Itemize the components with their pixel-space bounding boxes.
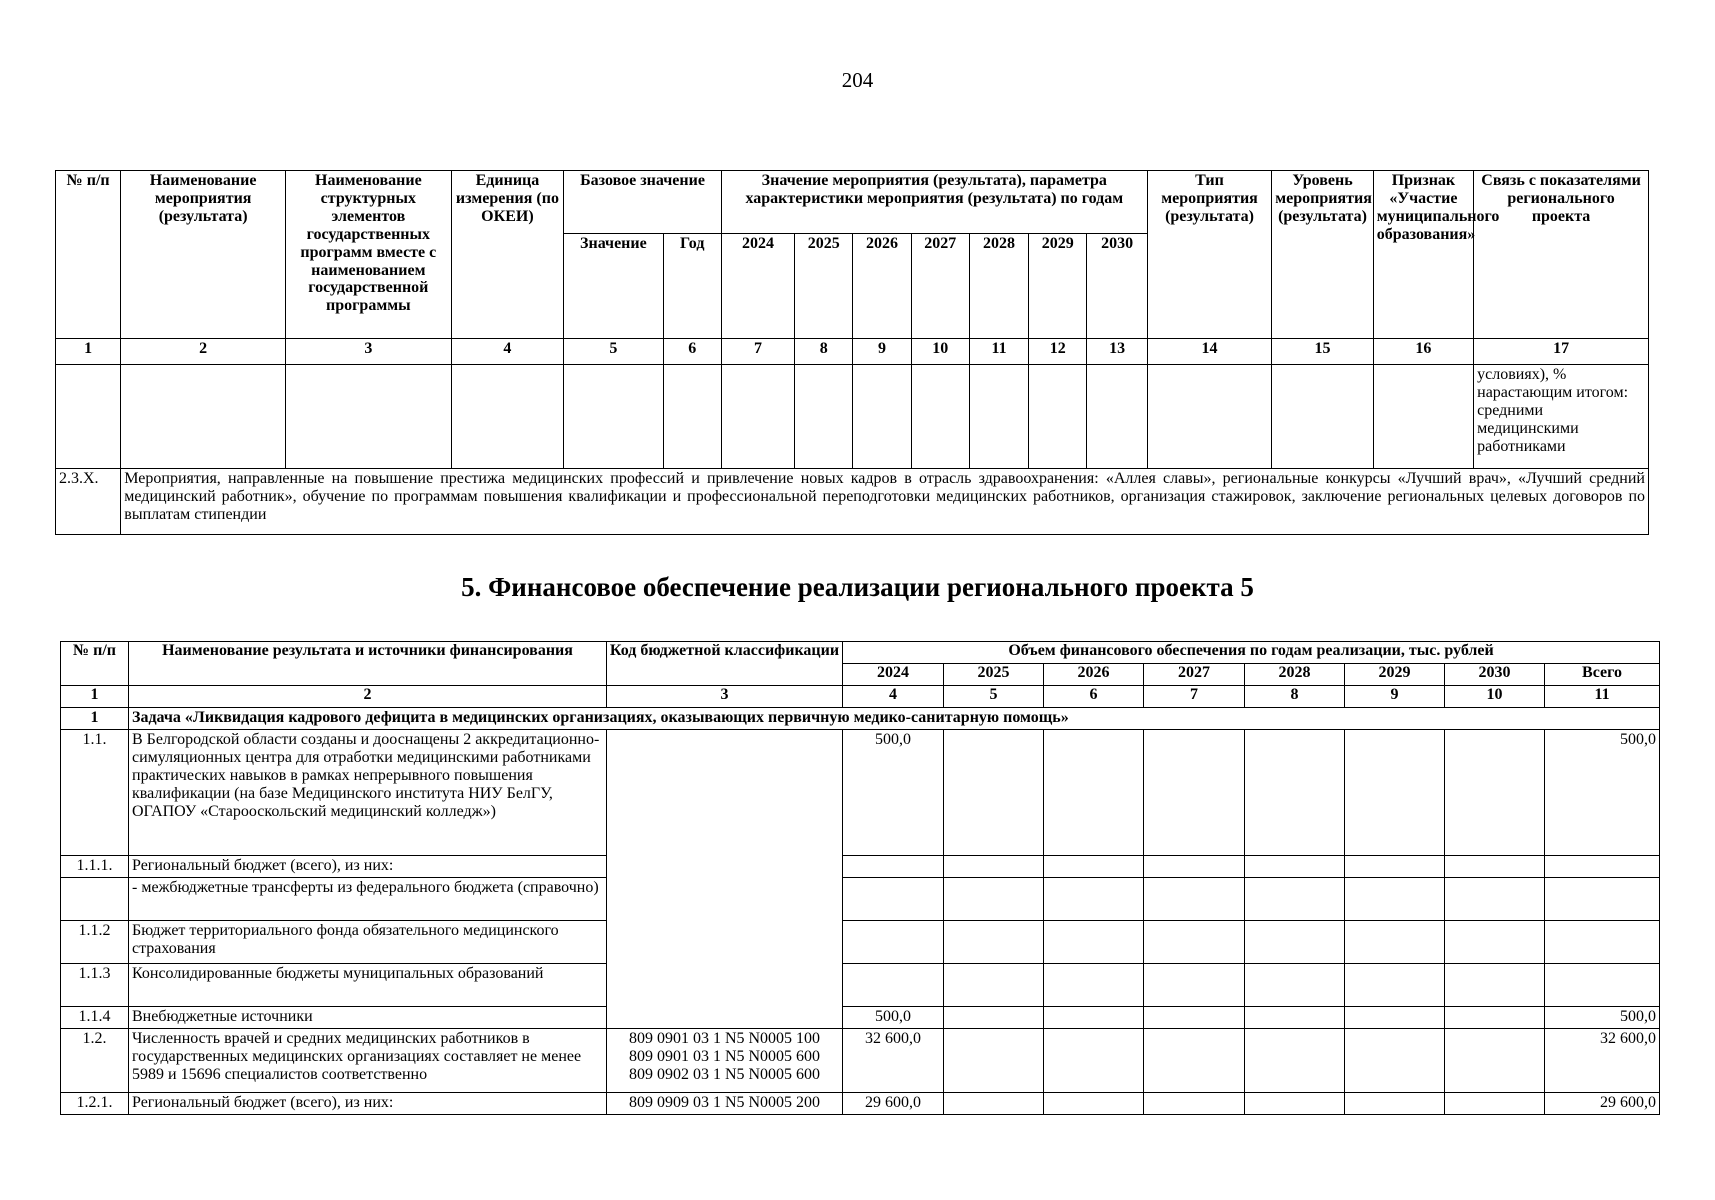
indicators-table	[55, 170, 1649, 535]
value-2024: 500,0	[843, 1007, 944, 1029]
value-total	[1545, 878, 1660, 921]
row-number: 1.1.1.	[61, 856, 129, 878]
column-number: 13	[1087, 339, 1147, 365]
value-2024	[843, 921, 944, 964]
value-2024: 29 600,0	[843, 1093, 944, 1115]
value-total: 32 600,0	[1545, 1029, 1660, 1093]
header-elements: Наименование структурных элементов государственных программ вместе с наименованием государственной программы	[285, 171, 451, 339]
header-year: 2024	[721, 234, 794, 339]
column-number: 10	[911, 339, 969, 365]
empty-cell	[1272, 365, 1373, 469]
column-number: 11	[1545, 686, 1660, 708]
row-number: 1.2.	[61, 1029, 129, 1093]
column-number: 6	[1044, 686, 1144, 708]
header-year: 2030	[1445, 664, 1545, 686]
header-year: 2027	[1144, 664, 1245, 686]
column-number: 3	[607, 686, 843, 708]
header-year: 2030	[1087, 234, 1147, 339]
header-year: 2029	[1345, 664, 1445, 686]
header-municipal: Признак «Участие муниципального образования»	[1373, 171, 1473, 339]
value-total: 29 600,0	[1545, 1093, 1660, 1115]
row-name: Консолидированные бюджеты муниципальных образований	[129, 964, 607, 1007]
row-number: 1.1.4	[61, 1007, 129, 1029]
header-unit: Единица измерения (по ОКЕИ)	[451, 171, 563, 339]
empty-cell	[1029, 365, 1087, 469]
header-name: Наименование результата и источники финансирования	[129, 642, 607, 686]
task-number: 1	[61, 708, 129, 730]
column-number: 3	[285, 339, 451, 365]
row-measures-text: Мероприятия, направленные на повышение престижа медицинских профессий и привлечение новых кадров в отрасль здравоохранения: «Аллея славы», региональные конкурсы «Лучший врач», «Лучший средний медицинский работник», обучение по программам повышения квалификации и профессиональной переподготовки медицинских работников, организация стажировок, заключение региональных целевых договоров по выплатам стипендии	[121, 469, 1649, 535]
header-base: Базовое значение	[564, 171, 722, 234]
column-number: 10	[1445, 686, 1545, 708]
header-year: 2025	[795, 234, 853, 339]
value-total	[1545, 921, 1660, 964]
header-year: 2024	[843, 664, 944, 686]
header-year: 2028	[969, 234, 1028, 339]
column-number: 7	[1144, 686, 1245, 708]
column-number: 16	[1373, 339, 1473, 365]
empty-cell	[911, 365, 969, 469]
header-name: Наименование мероприятия (результата)	[121, 171, 286, 339]
row-name: Региональный бюджет (всего), из них:	[129, 1093, 607, 1115]
column-number: 4	[843, 686, 944, 708]
value-2024	[843, 964, 944, 1007]
column-number: 11	[969, 339, 1028, 365]
empty-cell	[853, 365, 911, 469]
column-number: 5	[944, 686, 1044, 708]
row-number: 1.2.1.	[61, 1093, 129, 1115]
value-total: 500,0	[1545, 730, 1660, 856]
empty-cell	[663, 365, 721, 469]
link-continuation-text: условиях), % нарастающим итогом: средними медицинскими работниками	[1474, 365, 1649, 469]
empty-cell	[56, 365, 121, 469]
value-total	[1545, 856, 1660, 878]
column-number: 17	[1474, 339, 1649, 365]
page-number: 204	[841, 68, 874, 92]
header-year: 2028	[1245, 664, 1345, 686]
column-number: 4	[451, 339, 563, 365]
column-number: 2	[121, 339, 286, 365]
code-cell-empty	[607, 730, 843, 1029]
header-year: 2025	[944, 664, 1044, 686]
empty-cell	[795, 365, 853, 469]
row-name: В Белгородской области созданы и дооснащены 2 аккредитационно-симуляционных центра для отработки медицинскими работниками практических навыков в рамках непрерывного повышения квалификации (на базе Медицинского института НИУ БелГУ, ОГАПОУ «Старооскольский медицинский колледж»)	[129, 730, 607, 856]
column-number: 9	[853, 339, 911, 365]
value-2024	[843, 856, 944, 878]
column-number: 6	[663, 339, 721, 365]
header-base-value: Значение	[564, 234, 663, 339]
row-name: - межбюджетные трансферты из федерального бюджета (справочно)	[129, 878, 607, 921]
budget-code: 809 0909 03 1 N5 N0005 200	[607, 1093, 843, 1115]
value-total: 500,0	[1545, 1007, 1660, 1029]
section-title: 5. Финансовое обеспечение реализации регионального проекта 5	[461, 572, 1254, 602]
row-number: 1.1.2	[61, 921, 129, 964]
column-number: 12	[1029, 339, 1087, 365]
row-name: Численность врачей и средних медицинских работников в государственных медицинских организациях составляет не менее 5989 и 15696 специалистов соответственно	[129, 1029, 607, 1093]
header-num: № п/п	[56, 171, 121, 339]
header-base-year: Год	[663, 234, 721, 339]
empty-cell	[721, 365, 794, 469]
column-number: 15	[1272, 339, 1373, 365]
empty-cell	[1147, 365, 1272, 469]
column-number: 14	[1147, 339, 1272, 365]
header-link: Связь с показателями регионального проекта	[1474, 171, 1649, 339]
value-2024: 32 600,0	[843, 1029, 944, 1093]
task-title: Задача «Ликвидация кадрового дефицита в медицинских организациях, оказывающих первичную медико-санитарную помощь»	[129, 708, 1660, 730]
empty-cell	[121, 365, 286, 469]
budget-code: 809 0901 03 1 N5 N0005 100 809 0901 03 1 N5 N0005 600 809 0902 03 1 N5 N0005 600	[607, 1029, 843, 1093]
row-number	[61, 878, 129, 921]
empty-cell	[1087, 365, 1147, 469]
header-type: Тип мероприятия (результата)	[1147, 171, 1272, 339]
row-number: 1.1.3	[61, 964, 129, 1007]
header-num: № п/п	[61, 642, 129, 686]
row-name: Региональный бюджет (всего), из них:	[129, 856, 607, 878]
column-number: 8	[1245, 686, 1345, 708]
column-number: 8	[795, 339, 853, 365]
header-year: 2026	[1044, 664, 1144, 686]
column-number: 2	[129, 686, 607, 708]
empty-cell	[969, 365, 1028, 469]
header-values-group: Значение мероприятия (результата), параметра характеристики мероприятия (результата) по годам	[721, 171, 1147, 234]
empty-cell	[1373, 365, 1473, 469]
value-total	[1545, 964, 1660, 1007]
column-number: 5	[564, 339, 663, 365]
column-number: 7	[721, 339, 794, 365]
header-year: 2029	[1029, 234, 1087, 339]
row-number: 1.1.	[61, 730, 129, 856]
column-number: 9	[1345, 686, 1445, 708]
column-number: 1	[56, 339, 121, 365]
header-total: Всего	[1545, 664, 1660, 686]
finance-table	[60, 641, 1660, 1115]
header-volume: Объем финансового обеспечения по годам реализации, тыс. рублей	[843, 642, 1660, 664]
header-year: 2026	[853, 234, 911, 339]
empty-cell	[451, 365, 563, 469]
header-code: Код бюджетной классификации	[607, 642, 843, 686]
column-number: 1	[61, 686, 129, 708]
row-name: Внебюджетные источники	[129, 1007, 607, 1029]
header-level: Уровень мероприятия (результата)	[1272, 171, 1373, 339]
empty-cell	[285, 365, 451, 469]
row-name: Бюджет территориального фонда обязательного медицинского страхования	[129, 921, 607, 964]
empty-cell	[564, 365, 663, 469]
header-year: 2027	[911, 234, 969, 339]
value-2024	[843, 878, 944, 921]
row-number: 2.3.Х.	[56, 469, 121, 535]
value-2024: 500,0	[843, 730, 944, 856]
